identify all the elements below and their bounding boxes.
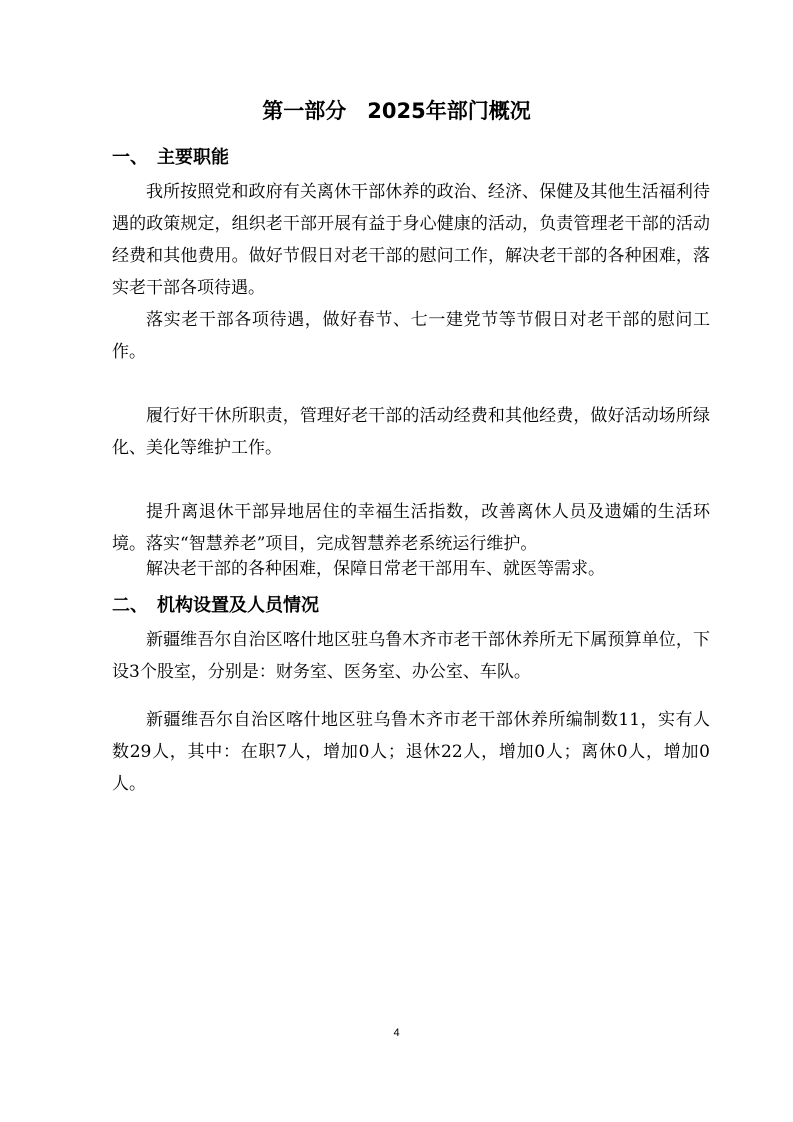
page-title: 第一部分 2025年部门概况 — [262, 99, 531, 123]
paragraph: 新疆维吾尔自治区喀什地区驻乌鲁木齐市老干部休养所无下属预算单位，下设3个股室，分别是：财务室、医务室、办公室、车队。 — [112, 630, 710, 682]
page-number: 4 — [393, 1027, 400, 1039]
paragraph: 我所按照党和政府有关离休干部休养的政治、经济、保健及其他生活福利待遇的政策规定，组织老干部开展有益于身心健康的活动，负责管理老干部的活动经费和其他费用。做好节假日对老干部的慰问工作，解决老干部的各种困难，落实老干部各项待遇。 — [112, 182, 710, 298]
paragraph: 提升离退休干部异地居住的幸福生活指数，改善离休人员及遗孀的生活环境。落实“智慧养老”项目，完成智慧养老系统运行维护。 — [112, 502, 710, 554]
paragraph: 落实老干部各项待遇，做好春节、七一建党节等节假日对老干部的慰问工作。 — [112, 310, 710, 362]
paragraph: 履行好干休所职责，管理好老干部的活动经费和其他经费，做好活动场所绿化、美化等维护工作。 — [112, 406, 710, 458]
section-heading-main-functions: 一、 主要职能 — [112, 147, 229, 168]
paragraph: 新疆维吾尔自治区喀什地区驻乌鲁木齐市老干部休养所编制数11，实有人数29人，其中：在职7人，增加0人；退休22人，增加0人；离休0人，增加0人。 — [112, 710, 710, 794]
section-heading-organization-staff: 二、 机构设置及人员情况 — [112, 595, 319, 616]
paragraph: 解决老干部的各种困难，保障日常老干部用车、就医等需求。 — [146, 559, 605, 579]
